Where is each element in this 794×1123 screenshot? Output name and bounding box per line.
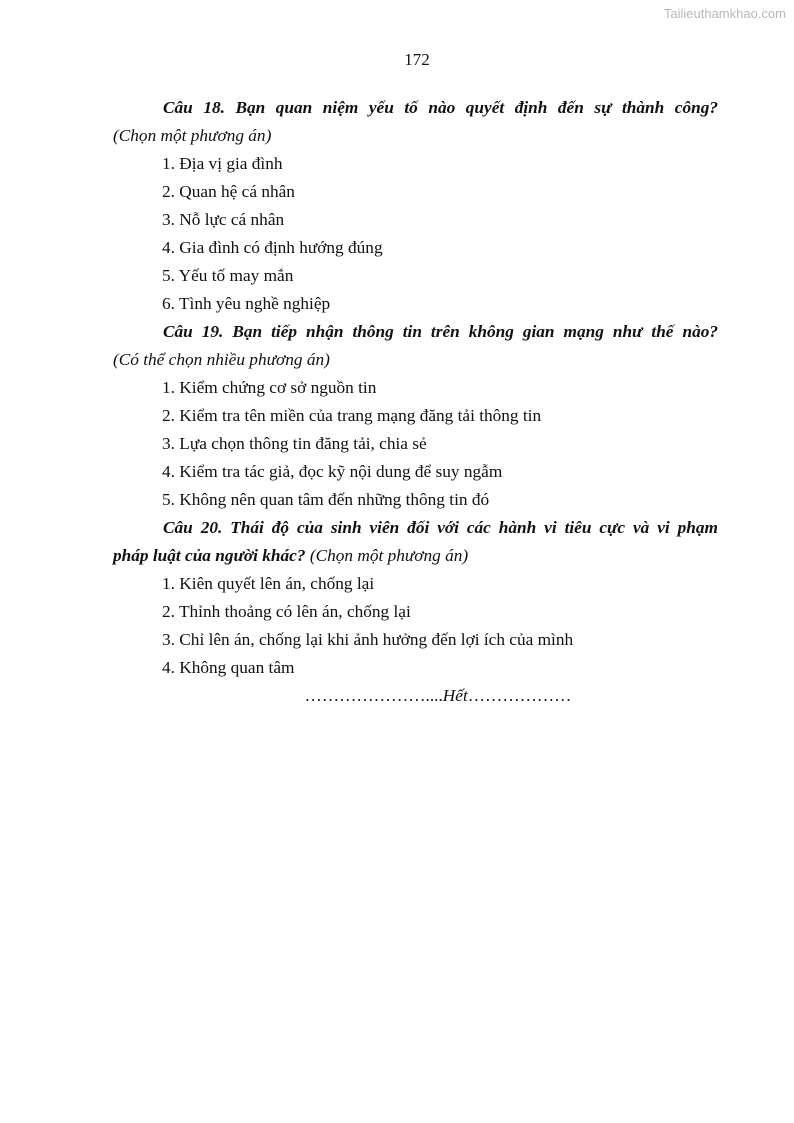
question-20-option: 2. Thỉnh thoảng có lên án, chống lại (162, 602, 411, 621)
question-19-note: (Có thể chọn nhiều phương án) (113, 350, 330, 369)
question-20-option: 3. Chỉ lên án, chống lại khi ảnh hưởng đến lợi ích của mình (162, 630, 574, 649)
question-19-title: Câu 19. Bạn tiếp nhận thông tin trên không gian mạng như thế nào? (163, 322, 718, 341)
question-18-title: Câu 18. Bạn quan niệm yếu tố nào quyết định đến sự thành công? (163, 98, 718, 117)
watermark: Tailieuthamkhao.com (663, 6, 786, 21)
document-body (113, 94, 718, 710)
question-20-option: 4. Không quan tâm (162, 658, 295, 677)
end-marker (113, 682, 718, 710)
question-18-option: 2. Quan hệ cá nhân (162, 182, 295, 201)
question-19-option: 2. Kiểm tra tên miền của trang mạng đăng tải thông tin (162, 406, 542, 425)
question-18-note: (Chọn một phương án) (113, 126, 272, 145)
question-18-option: 1. Địa vị gia đình (162, 154, 283, 173)
question-19-option: 1. Kiểm chứng cơ sở nguồn tin (162, 378, 377, 397)
end-dots-right: ……………… (467, 686, 572, 705)
question-18-option: 6. Tình yêu nghề nghiệp (162, 294, 331, 313)
question-18-option: 5. Yếu tố may mắn (162, 266, 294, 285)
question-20-title-continuation (113, 542, 718, 570)
question-20-note: (Chọn một phương án) (309, 546, 469, 565)
question-20-option: 1. Kiên quyết lên án, chống lại (162, 574, 375, 593)
end-dots-left: ………………….... (304, 686, 443, 705)
question-20-title: Câu 20. Thái độ của sinh viên đối với các hành vi tiêu cực và vi phạm (163, 518, 718, 537)
question-19-option: 3. Lựa chọn thông tin đăng tải, chia sẻ (162, 434, 427, 453)
question-20-title-cont: pháp luật của người khác? (113, 546, 306, 565)
question-18-option: 3. Nỗ lực cá nhân (162, 210, 285, 229)
end-word: Hết (442, 686, 468, 705)
question-18-option: 4. Gia đình có định hướng đúng (162, 238, 383, 257)
question-19-option: 5. Không nên quan tâm đến những thông tin đó (162, 490, 490, 509)
question-19-option: 4. Kiểm tra tác giả, đọc kỹ nội dung để suy ngẫm (162, 462, 503, 481)
page-number: 172 (404, 50, 430, 69)
